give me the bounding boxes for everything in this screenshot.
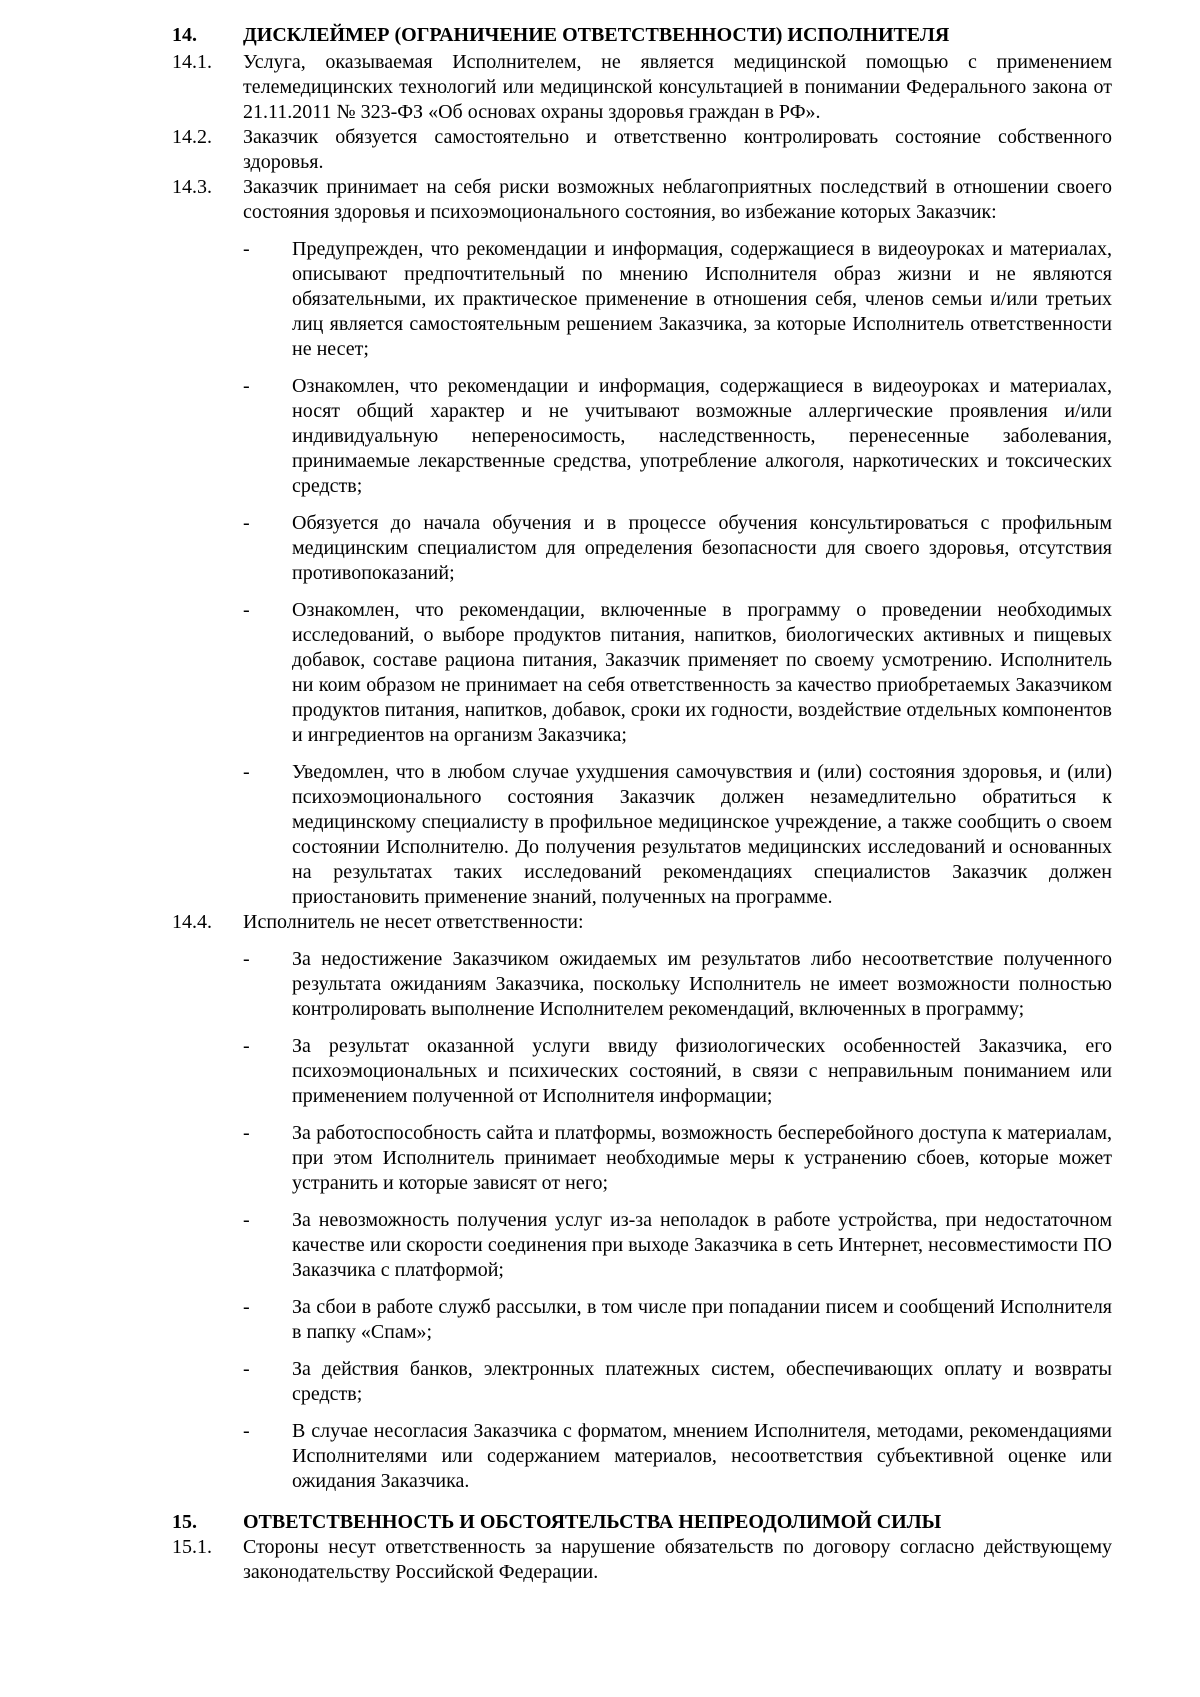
bullet-text: Обязуется до начала обучения и в процессе обучения консультироваться с профильным медицинским специалистом для определения безопасности для своего здоровья, отсутствия противопоказаний;	[292, 512, 1112, 584]
bullet-dash: -	[243, 1035, 250, 1057]
clause-14-3-bullet-4	[243, 598, 1112, 748]
section-14-heading	[172, 23, 1112, 48]
bullet-text: Ознакомлен, что рекомендации, включенные в программу о проведении необходимых исследований, о выборе продуктов питания, напитков, биологических активных и пищевых добавок, составе рациона питания, Заказчик применяет по своему усмотрению. Исполнитель ни коим образом не принимает на себя ответственность за качество приобретаемых Заказчиком продуктов питания, напитков, добавок, сроки их годности, воздействие отдельных компонентов и ингредиентов на организм Заказчика;	[292, 599, 1112, 746]
bullet-dash: -	[243, 375, 250, 397]
bullet-text: За работоспособность сайта и платформы, возможность бесперебойного доступа к материалам, при этом Исполнитель принимает необходимые меры к устранению сбоев, которые может устранить и которые зависят от него;	[292, 1122, 1112, 1194]
clause-text: Услуга, оказываемая Исполнителем, не является медицинской помощью с применением телемедицинских технологий или медицинской консультацией в понимании Федерального закона от 21.11.2011 № 323-ФЗ «Об основах охраны здоровья граждан в РФ».	[243, 51, 1112, 123]
bullet-text: За недостижение Заказчиком ожидаемых им результатов либо несоответствие полученного результата ожиданиям Заказчика, поскольку Исполнитель не имеет возможности полностью контролировать выполнение Исполнителем рекомендаций, включенных в программу;	[292, 948, 1112, 1020]
clause-text: Заказчик обязуется самостоятельно и ответственно контролировать состояние собственного здоровья.	[243, 126, 1112, 173]
clause-14-4-bullet-4	[243, 1208, 1112, 1283]
clause-14-3	[172, 175, 1112, 225]
section-number: 15.	[172, 1511, 197, 1533]
bullet-text: За сбои в работе служб рассылки, в том числе при попадании писем и сообщений Исполнителя в папку «Спам»;	[292, 1296, 1112, 1343]
bullet-text: Уведомлен, что в любом случае ухудшения самочувствия и (или) состояния здоровья, и (или) психоэмоционального состояния Заказчик должен незамедлительно обратиться к медицинскому специалисту в профильное медицинское учреждение, а также сообщить о своем состоянии Исполнителю. До получения результатов медицинских исследований и основанных на результатах таких исследований рекомендациях специалистов Заказчик должен приостановить применение знаний, полученных на программе.	[292, 761, 1112, 908]
clause-14-4-bullet-2	[243, 1034, 1112, 1109]
clause-14-4-bullet-7	[243, 1419, 1112, 1494]
clause-14-3-bullet-5	[243, 760, 1112, 910]
clause-number: 14.2.	[172, 126, 212, 148]
clause-14-3-bullet-1	[243, 237, 1112, 362]
clause-text: Исполнитель не несет ответственности:	[243, 911, 584, 933]
bullet-text: В случае несогласия Заказчика с форматом, мнением Исполнителя, методами, рекомендациями Исполнителями или содержанием материалов, несоответствия субъективной оценке или ожидания Заказчика.	[292, 1420, 1112, 1492]
clause-14-3-bullet-3	[243, 511, 1112, 586]
clause-number: 14.4.	[172, 911, 212, 933]
section-title: ДИСКЛЕЙМЕР (ОГРАНИЧЕНИЕ ОТВЕТСТВЕННОСТИ) ИСПОЛНИТЕЛЯ	[243, 24, 950, 46]
section-number: 14.	[172, 24, 197, 46]
clause-14-4-bullet-6	[243, 1357, 1112, 1407]
bullet-dash: -	[243, 238, 250, 260]
clause-14-4-bullet-5	[243, 1295, 1112, 1345]
section-title: ОТВЕТСТВЕННОСТЬ И ОБСТОЯТЕЛЬСТВА НЕПРЕОДОЛИМОЙ СИЛЫ	[243, 1511, 942, 1533]
clause-14-2	[172, 125, 1112, 175]
clause-number: 14.1.	[172, 51, 212, 73]
clause-15-1	[172, 1535, 1112, 1585]
bullet-text: За действия банков, электронных платежных систем, обеспечивающих оплату и возвраты средств;	[292, 1358, 1112, 1405]
bullet-text: За невозможность получения услуг из-за неполадок в работе устройства, при недостаточном качестве или скорости соединения при выходе Заказчика в сеть Интернет, несовместимости ПО Заказчика с платформой;	[292, 1209, 1112, 1281]
bullet-text: За результат оказанной услуги ввиду физиологических особенностей Заказчика, его психоэмоциональных и психических состояний, в связи с неправильным пониманием или применением полученной от Исполнителя информации;	[292, 1035, 1112, 1107]
clause-number: 15.1.	[172, 1536, 212, 1558]
clause-14-3-bullet-2	[243, 374, 1112, 499]
bullet-text: Ознакомлен, что рекомендации и информация, содержащиеся в видеоуроках и материалах, носят общий характер и не учитывают возможные аллергические проявления и/или индивидуальную непереносимость, наследственность, перенесенные заболевания, принимаемые лекарственные средства, употребление алкоголя, наркотических и токсических средств;	[292, 375, 1112, 497]
bullet-dash: -	[243, 512, 250, 534]
clause-14-4-bullet-1	[243, 947, 1112, 1022]
bullet-dash: -	[243, 1296, 250, 1318]
clause-text: Заказчик принимает на себя риски возможных неблагоприятных последствий в отношении своего состояния здоровья и психоэмоционального состояния, во избежание которых Заказчик:	[243, 176, 1112, 223]
section-15-heading	[172, 1510, 1112, 1535]
bullet-dash: -	[243, 599, 250, 621]
bullet-dash: -	[243, 1209, 250, 1231]
bullet-dash: -	[243, 1358, 250, 1380]
bullet-text: Предупрежден, что рекомендации и информация, содержащиеся в видеоуроках и материалах, описывают предпочтительный по мнению Исполнителя образ жизни и не являются обязательными, их практическое применение в отношения себя, членов семьи и/или третьих лиц является самостоятельным решением Заказчика, за которые Исполнитель ответственности не несет;	[292, 238, 1112, 360]
clause-14-4	[172, 910, 1112, 935]
bullet-dash: -	[243, 1122, 250, 1144]
bullet-dash: -	[243, 761, 250, 783]
clause-14-1	[172, 50, 1112, 125]
bullet-dash: -	[243, 1420, 250, 1442]
clause-number: 14.3.	[172, 176, 212, 198]
bullet-dash: -	[243, 948, 250, 970]
clause-text: Стороны несут ответственность за нарушение обязательств по договору согласно действующему законодательству Российской Федерации.	[243, 1536, 1112, 1583]
clause-14-4-bullet-3	[243, 1121, 1112, 1196]
